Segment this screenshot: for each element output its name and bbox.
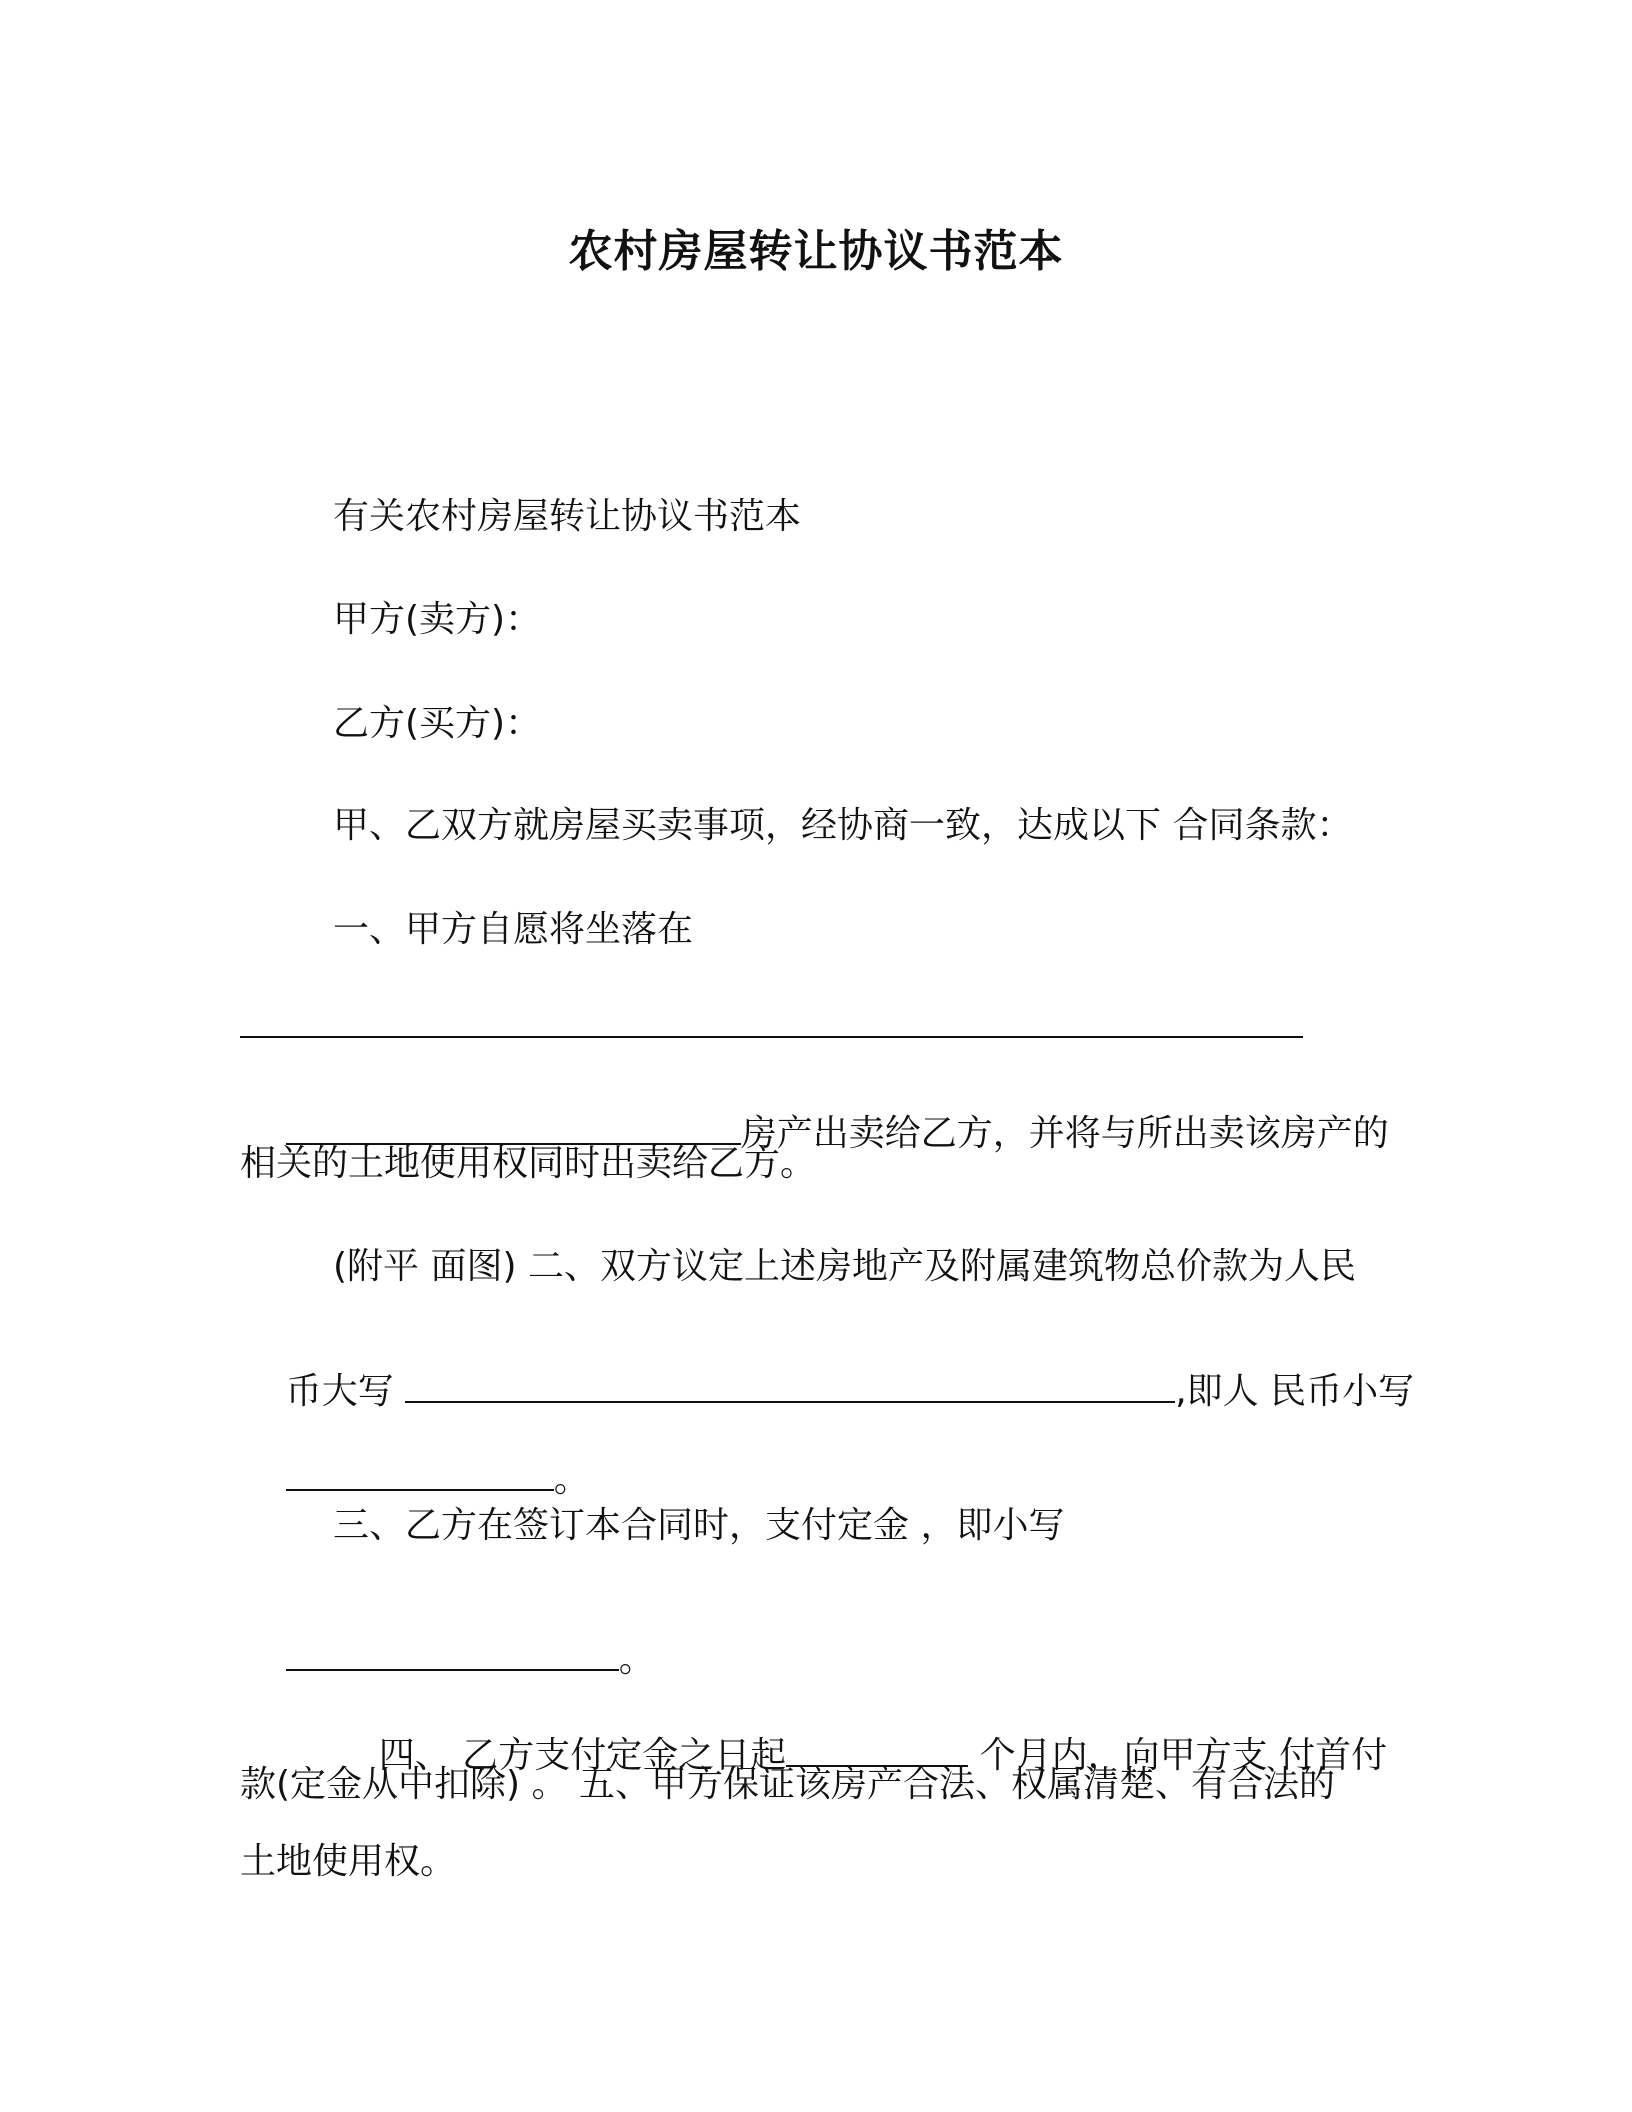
clause4-line3: 土地使用权。 [240, 1841, 457, 1882]
clause1-cont-text: 房产出卖给乙方，并将与所出卖该房产的 [740, 1113, 1389, 1154]
clause1-start-line: 一、甲方自愿将坐落在 [333, 909, 694, 950]
clause2-line2-prefix: 币大写 [285, 1371, 406, 1412]
price-uppercase-blank [405, 1371, 1175, 1403]
clause3-line1: 三、乙方在签订本合同时，支付定金 ，即小写 [333, 1505, 1065, 1546]
clause1-end-line: 相关的土地使用权同时出卖给乙方。 [240, 1143, 817, 1184]
party-b-line: 乙方(买方)： [333, 703, 542, 744]
price-lowercase-blank [286, 1459, 554, 1491]
party-a-line: 甲方(卖方)： [333, 599, 542, 640]
clause3-line2-end: 。 [618, 1639, 655, 1680]
location-blank-line [240, 1036, 1303, 1038]
deposit-blank [286, 1639, 619, 1671]
preamble-line: 甲、乙双方就房屋买卖事项，经协商一致，达成以下 合同条款： [333, 805, 1353, 846]
subtitle-line: 有关农村房屋转让协议书范本 [333, 496, 802, 537]
clause4-line2: 款(定金从中扣除) 。 五、甲方保证该房产合法、权属清楚、有合法的 [240, 1764, 1335, 1805]
clause2-line1: (附平 面图) 二、双方议定上述房地产及附属建筑物总价款为人民 [333, 1246, 1356, 1287]
clause4-line1-suffix: 个月内，向甲方支 付首付 [968, 1735, 1388, 1776]
clause4-line1-prefix: 四、 乙方支付定金之日起 [378, 1735, 787, 1776]
clause2-line2-suffix: ,即人 民币小写 [1175, 1371, 1415, 1412]
clause2-line3-end: 。 [553, 1459, 590, 1500]
document-title: 农村房屋转让协议书范本 [568, 226, 1064, 277]
